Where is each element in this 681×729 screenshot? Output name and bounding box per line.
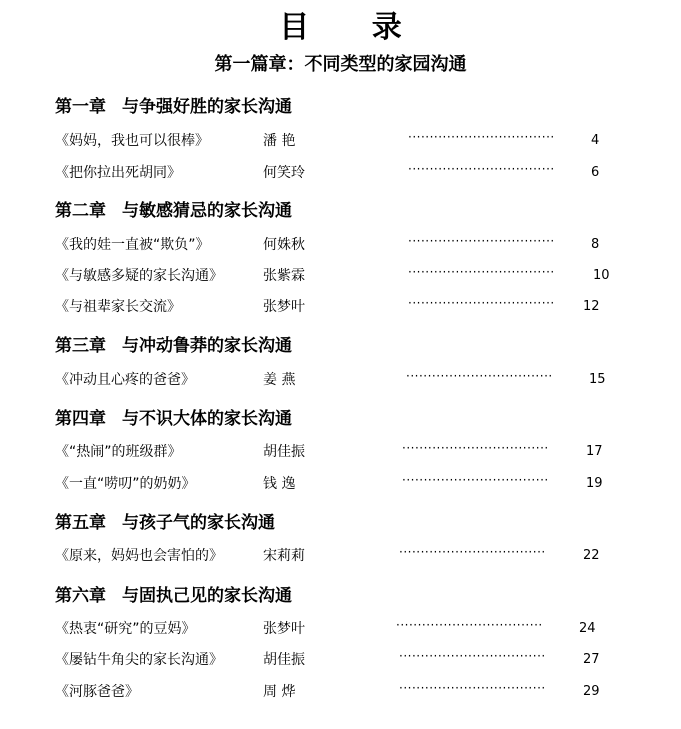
chapter-number: 第五章	[55, 513, 106, 533]
entry-page: 24	[579, 621, 596, 636]
entry-title: 《与敏感多疑的家长沟通》	[55, 268, 223, 284]
entry-page: 22	[583, 548, 600, 563]
toc-entry[interactable]	[55, 234, 655, 256]
chapter-heading-5	[55, 508, 275, 533]
entry-title: 《我的娃一直被“欺负”》	[55, 237, 210, 253]
entry-page: 10	[593, 268, 610, 283]
leader-dots: ··································	[408, 130, 555, 144]
leader-dots: ··································	[408, 296, 555, 310]
leader-dots: ··································	[399, 545, 546, 559]
entry-page: 15	[589, 372, 606, 387]
toc-entry[interactable]	[55, 265, 655, 287]
part-title: 第一篇章：不同类型的家园沟通	[214, 54, 467, 75]
entry-author: 周 烨	[263, 684, 296, 700]
entry-author: 宋莉莉	[263, 548, 305, 564]
leader-dots: ··································	[396, 618, 543, 632]
toc-entry[interactable]	[55, 130, 655, 152]
leader-dots: ··································	[408, 234, 555, 248]
entry-title: 《原来，妈妈也会害怕的》	[55, 548, 223, 564]
entry-author: 胡佳振	[263, 444, 305, 460]
chapter-number: 第二章	[55, 201, 106, 221]
entry-title: 《把你拉出死胡同》	[55, 165, 181, 181]
chapter-number: 第一章	[55, 97, 106, 117]
chapter-title: 与孩子气的家长沟通	[122, 513, 275, 533]
entry-author: 胡佳振	[263, 652, 305, 668]
chapter-heading-6	[55, 581, 292, 606]
toc-entry[interactable]	[55, 369, 655, 391]
entry-page: 17	[586, 444, 603, 459]
entry-author: 何笑玲	[263, 165, 305, 181]
entry-author: 张梦叶	[263, 299, 305, 315]
entry-title: 《河豚爸爸》	[55, 684, 139, 700]
entry-author: 潘 艳	[263, 133, 296, 149]
leader-dots: ··································	[399, 681, 546, 695]
entry-author: 钱 逸	[263, 476, 296, 492]
chapter-number: 第四章	[55, 409, 106, 429]
entry-title: 《一直“唠叨”的奶奶》	[55, 476, 196, 492]
chapter-number: 第三章	[55, 336, 106, 356]
toc-entry[interactable]	[55, 473, 655, 495]
entry-page: 8	[591, 237, 600, 252]
entry-author: 张紫霖	[263, 268, 305, 284]
toc-entry[interactable]	[55, 162, 655, 184]
toc-entry[interactable]	[55, 618, 655, 640]
chapter-title: 与固执己见的家长沟通	[122, 586, 292, 606]
entry-page: 29	[583, 684, 600, 699]
chapter-heading-2	[55, 196, 292, 221]
entry-title: 《屡钻牛角尖的家长沟通》	[55, 652, 223, 668]
leader-dots: ··································	[408, 265, 555, 279]
entry-title: 《“热闹”的班级群》	[55, 444, 182, 460]
entry-page: 12	[583, 299, 600, 314]
chapter-heading-1	[55, 92, 292, 117]
entry-author: 姜 燕	[263, 372, 296, 388]
entry-page: 4	[591, 133, 600, 148]
entry-author: 何姝秋	[263, 237, 305, 253]
entry-page: 19	[586, 476, 603, 491]
entry-title: 《与祖辈家长交流》	[55, 299, 181, 315]
toc-entry[interactable]	[55, 681, 655, 703]
leader-dots: ··································	[406, 369, 553, 383]
chapter-title: 与冲动鲁莽的家长沟通	[122, 336, 292, 356]
chapter-heading-4	[55, 404, 292, 429]
toc-entry[interactable]	[55, 441, 655, 463]
entry-page: 6	[591, 165, 600, 180]
toc-entry[interactable]	[55, 296, 655, 318]
chapter-title: 与不识大体的家长沟通	[122, 409, 292, 429]
entry-title: 《热衷“研究”的豆妈》	[55, 621, 196, 637]
leader-dots: ··································	[399, 649, 546, 663]
toc-entry[interactable]	[55, 649, 655, 671]
leader-dots: ··································	[408, 162, 555, 176]
toc-entry[interactable]	[55, 545, 655, 567]
entry-title: 《冲动且心疼的爸爸》	[55, 372, 195, 388]
chapter-number: 第六章	[55, 586, 106, 606]
chapter-title: 与争强好胜的家长沟通	[122, 97, 292, 117]
entry-title: 《妈妈，我也可以很棒》	[55, 133, 209, 149]
chapter-heading-3	[55, 331, 292, 356]
toc-title: 目 录	[279, 10, 428, 45]
chapter-title: 与敏感猜忌的家长沟通	[122, 201, 292, 221]
entry-author: 张梦叶	[263, 621, 305, 637]
leader-dots: ··································	[402, 441, 549, 455]
leader-dots: ··································	[402, 473, 549, 487]
entry-page: 27	[583, 652, 600, 667]
